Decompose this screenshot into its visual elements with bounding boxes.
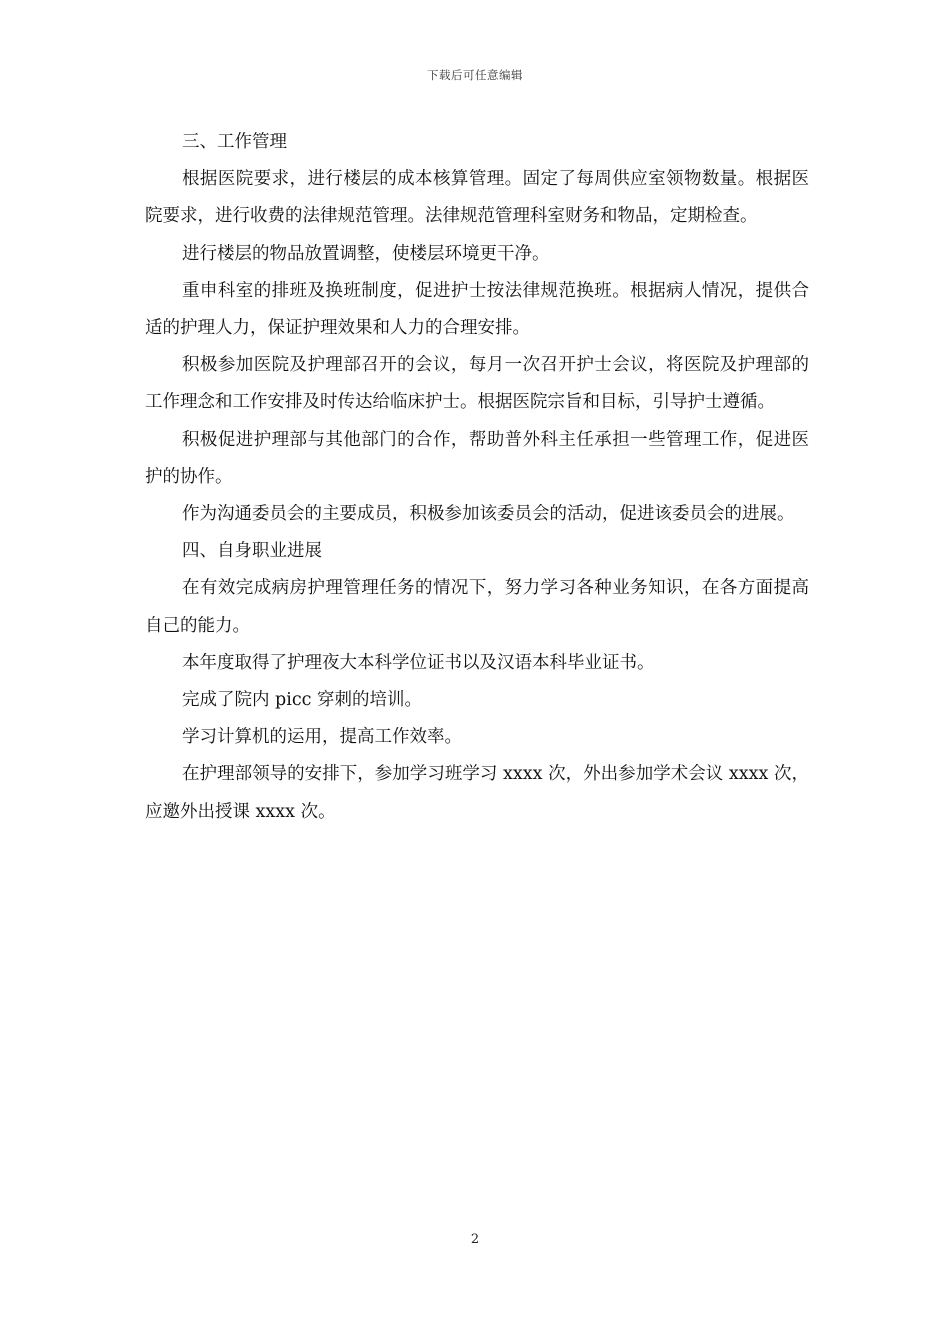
document-body [145,124,809,831]
section-heading-career-development: 四、自身职业进展 [182,541,322,562]
page-number: 2 [470,1232,480,1247]
paragraph: 作为沟通委员会的主要成员，积极参加该委员会的活动，促进该委员会的进展。 [182,504,795,525]
paragraph: 在护理部领导的安排下，参加学习班学习 xxxx 次，外出参加学术会议 xxxx 次，应邀外出授课 xxxx 次。 [145,764,809,822]
paragraph: 根据医院要求，进行楼层的成本核算管理。固定了每周供应室领物数量。根据医院要求，进行收费的法律规范管理。法律规范管理科室财务和物品，定期检查。 [145,169,809,227]
paragraph: 完成了院内 picc 穿刺的培训。 [182,690,423,711]
paragraph: 进行楼层的物品放置调整，使楼层环境更干净。 [182,243,550,264]
paragraph: 积极参加医院及护理部召开的会议，每月一次召开护士会议，将医院及护理部的工作理念和工作安排及时传达给临床护士。根据医院宗旨和目标，引导护士遵循。 [145,355,809,413]
paragraph: 学习计算机的运用，提高工作效率。 [182,727,462,748]
paragraph: 积极促进护理部与其他部门的合作，帮助普外科主任承担一些管理工作，促进医护的协作。 [145,429,809,487]
paragraph: 本年度取得了护理夜大本科学位证书以及汉语本科毕业证书。 [182,652,655,673]
paragraph: 在有效完成病房护理管理任务的情况下，努力学习各种业务知识，在各方面提高自己的能力。 [145,578,809,636]
paragraph: 重申科室的排班及换班制度，促进护士按法律规范换班。根据病人情况，提供合适的护理人力，保证护理效果和人力的合理安排。 [145,280,809,339]
page-header: 下载后可任意编辑 [427,68,523,82]
section-heading-work-management: 三、工作管理 [182,132,287,152]
